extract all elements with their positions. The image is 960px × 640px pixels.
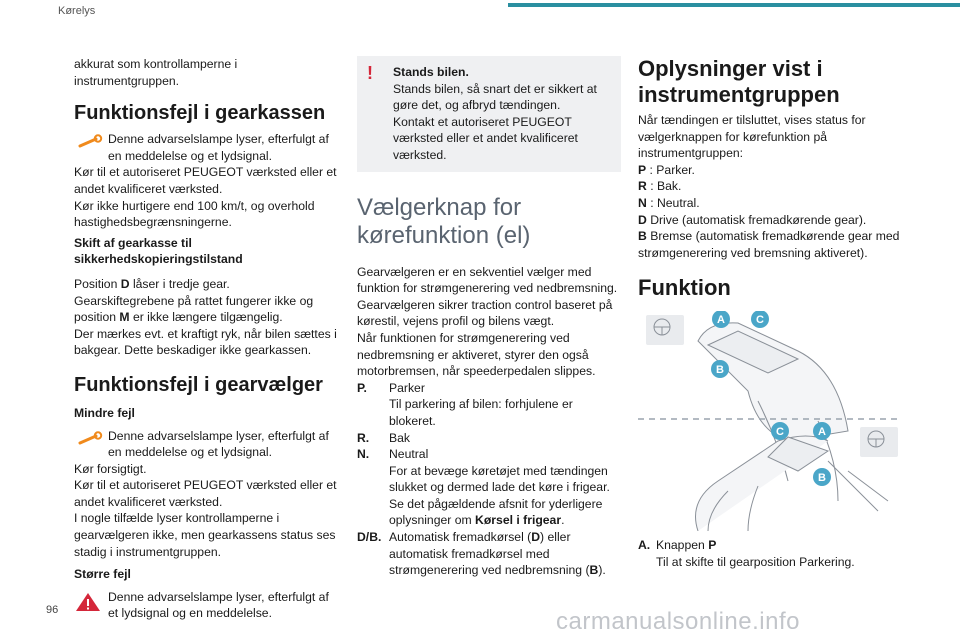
gearbox-p5: Der mærkes evt. et kraftigt ryk, når bilen sættes i bakgear. Dette beskadiger ikke gearkassen. — [74, 326, 337, 358]
column-3 — [638, 56, 906, 571]
selector-p1: Gearvælgeren er en sekventiel vælger med funktion for strømgenerering ved nedbremsning. — [357, 264, 618, 296]
warning-row-1 — [74, 131, 342, 164]
status-n: N : Neutral. — [638, 195, 700, 210]
svg-text:A: A — [717, 314, 725, 327]
warning-text-2: Denne advarselslampe lyser, efterfulgt af en meddelelse og et lydsignal. — [108, 428, 329, 460]
exclamation-icon: ! — [367, 63, 373, 83]
subheading-major-fault: Større fejl — [74, 567, 131, 582]
page-number: 96 — [46, 604, 59, 616]
svg-text:C: C — [776, 426, 784, 439]
warning-text-3: Denne advarselslampe lyser, efterfulgt af et lydsignal og en meddelelse. — [108, 589, 329, 621]
gearbox-p4: Gearskiftegrebene på rattet fungerer ikke og position M er ikke længere tilgængelig. — [74, 293, 314, 325]
stop-vehicle-box — [357, 56, 621, 172]
minor-p3: I nogle tilfælde lyser kontrollamperne i gearvælgeren ikke, men gearkassens status ses stadig i instrumentgruppen. — [74, 511, 336, 559]
box-title: Stands bilen. — [393, 65, 469, 79]
warning-triangle-icon — [74, 591, 108, 613]
def-row-db: D/B. Automatisk fremadkørsel (D) eller automatisk fremadkørsel med strømgenerering ved nedbremsning (B). — [357, 530, 606, 578]
gearbox-p2: Kør ikke hurtigere end 100 km/t, og overhold hastighedsbegrænsningerne. — [74, 198, 315, 230]
warning-text-1: Denne advarselslampe lyser, efterfulgt af en meddelelse og et lydsignal. — [108, 132, 329, 163]
box-line-1: Stands bilen, så snart det er sikkert at gøre det, og afbryd tændingen. — [393, 81, 597, 113]
page-header — [0, 0, 960, 30]
selector-p3: Når funktionen for strømgenerering ved nedbremsning er aktiveret, styrer den også motorbremsen, når speederpedalen slippes. — [357, 330, 596, 379]
minor-p2: Kør til et autoriseret PEUGEOT værksted eller et andet kvalificeret værksted. — [74, 478, 337, 509]
def-row-r: R. Bak — [357, 430, 411, 445]
caption-a: A. Knappen P Til at skifte til gearposition Parkering. — [638, 538, 855, 569]
wrench-icon — [74, 430, 108, 448]
svg-text:B: B — [716, 364, 724, 377]
warning-row-2 — [74, 428, 342, 461]
instrument-intro: Når tændingen er tilsluttet, vises status for vælgerknappen for kørefunktion på instrumentgruppen: — [638, 113, 866, 161]
svg-text:A: A — [818, 426, 826, 439]
wrench-icon — [74, 133, 108, 151]
status-b: B Bremse (automatisk fremadkørende gear med strømgenerering ved bremsning aktiveret). — [638, 229, 900, 260]
gear-selector-illustration — [638, 311, 900, 531]
heading-drive-selector: Vælgerknap for kørefunktion (el) — [357, 193, 531, 249]
gearbox-p1: Kør til et autoriseret PEUGEOT værksted eller et andet kvalificeret værksted. — [74, 165, 337, 196]
heading-instrument-info: Oplysninger vist i instrumentgruppen — [638, 56, 840, 107]
caption-list — [638, 537, 906, 570]
heading-selector-fault: Funktionsfejl i gearvælger — [74, 373, 323, 396]
selector-p2: Gearvælgeren sikrer traction control baseret på kørestil, vejens profil og bilens vægt. — [357, 297, 613, 329]
subheading-backup-mode: Skift af gearkasse til sikkerhedskopieringstilstand — [74, 235, 243, 267]
svg-text:C: C — [756, 314, 764, 327]
gear-definitions — [357, 380, 621, 579]
heading-function: Funktion — [638, 275, 731, 301]
status-r: R : Bak. — [638, 179, 682, 194]
gearbox-p3: Position D låser i tredje gear. — [74, 276, 230, 291]
column-2 — [357, 56, 621, 579]
subheading-minor-fault: Mindre fejl — [74, 405, 135, 420]
heading-gearbox-fault: Funktionsfejl i gearkassen — [74, 102, 326, 125]
box-line-2: Kontakt et autoriseret PEUGEOT værksted eller et andet kvalificeret værksted. — [393, 114, 578, 162]
def-row-n: N. Neutral For at bevæge køretøjet med tændingen slukket og dermed lade det køre i frigear. Se det pågældende afsnit for yderligere oplysninger om Kørsel i frigear. — [357, 447, 610, 528]
header-accent-bar — [508, 3, 960, 7]
svg-text:B: B — [818, 472, 826, 485]
def-row-p: P. Parker Til parkering af bilen: forhjulene er blokeret. — [357, 380, 573, 428]
column-1 — [74, 56, 342, 622]
watermark: carmanualsonline.info — [556, 608, 800, 635]
warning-row-3 — [74, 589, 342, 622]
status-d: D Drive (automatisk fremadkørende gear). — [638, 212, 867, 227]
status-list — [638, 162, 906, 262]
intro-text: akkurat som kontrollamperne i instrumentgruppen. — [74, 57, 238, 88]
status-p: P : Parker. — [638, 162, 695, 177]
header-title: Kørelys — [58, 5, 96, 17]
minor-p1: Kør forsigtigt. — [74, 461, 147, 476]
